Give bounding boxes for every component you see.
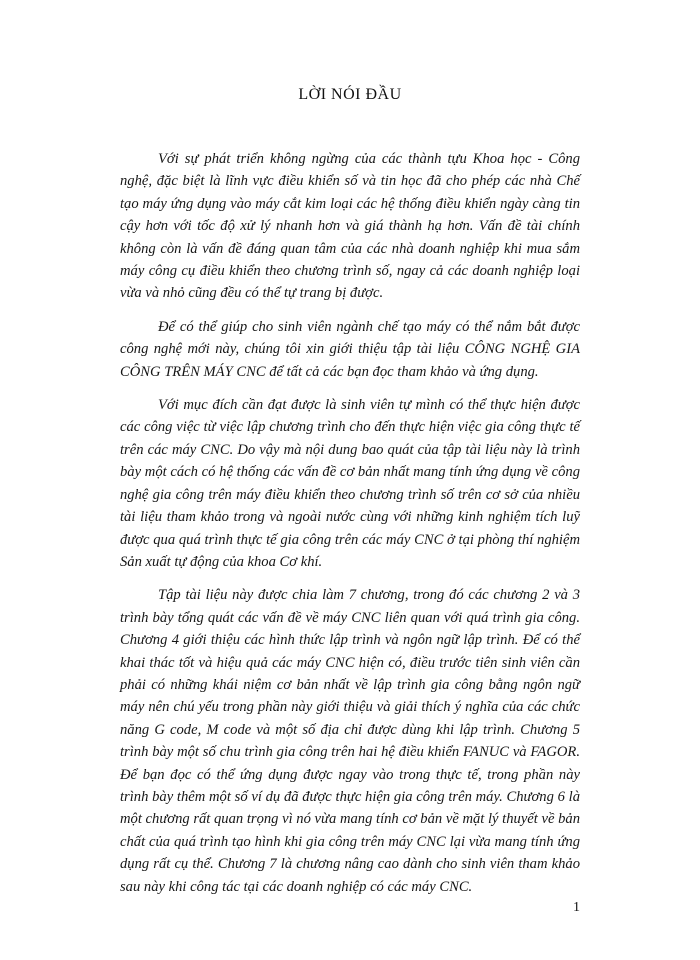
page-title: LỜI NÓI ĐẦU [298, 86, 402, 103]
paragraph: Với mục đích cần đạt được là sinh viên tự mình có thể thực hiện được các công việc từ việc lập chương trình cho đến thực hiện việc gia công thực tế trên các máy CNC. Do vậy mà nội dung bao quát của tập tài liệu này là trình bày một cách có hệ thống các vấn đề cơ bản nhất mang tính ứng dụng về công nghệ gia công trên máy điều khiển theo chương trình số trên cơ sở của nhiều tài liệu tham khảo trong và ngoài nước cùng với những kinh nghiệm tích luỹ được qua quá trình thực tế gia công trên các máy CNC ở tại phòng thí nghiệm Sản xuất tự động của khoa Cơ khí. [120, 397, 580, 570]
page-number: 1 [573, 900, 580, 915]
document-body [120, 148, 580, 909]
paragraph: Tập tài liệu này được chia làm 7 chương, trong đó các chương 2 và 3 trình bày tổng quát các vấn đề về máy CNC liên quan với quá trình gia công. Chương 4 giới thiệu các hình thức lập trình và ngôn ngữ lập trình. Để có thể khai thác tốt và hiệu quả các máy CNC hiện có, điều trước tiên sinh viên cần phải có những khái niệm cơ bản nhất về lập trình gia công bằng ngôn ngữ máy nên chú yếu trong phần này giới thiệu và giải thích ý nghĩa của các chức năng G code, M code và một số địa chỉ được dùng khi lập trình. Chương 5 trình bày một số chu trình gia công trên hai hệ điều khiển FANUC và FAGOR. Để bạn đọc có thể ứng dụng được ngay vào trong thực tế, trong phần này trình bày thêm một số ví dụ đã được thực hiện gia công trên máy. Chương 6 là một chương rất quan trọng vì nó vừa mang tính cơ bản về mặt lý thuyết về bản chất của quá trình tạo hình khi gia công trên máy CNC lại vừa mang tính ứng dụng rất cụ thể. Chương 7 là chương nâng cao dành cho sinh viên tham khảo sau này khi công tác tại các doanh nghiệp có các máy CNC. [120, 587, 580, 895]
paragraph: Để có thể giúp cho sinh viên ngành chế tạo máy có thể nắm bắt được công nghệ mới này, chúng tôi xin giới thiệu tập tài liệu CÔNG NGHỆ GIA CÔNG TRÊN MÁY CNC để tất cả các bạn đọc tham khảo và ứng dụng. [120, 318, 580, 380]
paragraph: Với sự phát triển không ngừng của các thành tựu Khoa học - Công nghệ, đặc biệt là lĩnh vực điều khiển số và tin học đã cho phép các nhà Chế tạo máy ứng dụng vào máy cắt kim loại các hệ thống điều khiển ngày càng tin cậy hơn với tốc độ xử lý nhanh hơn và giá thành hạ hơn. Vấn đề tài chính không còn là vấn đề đáng quan tâm của các nhà doanh nghiệp khi mua sắm máy công cụ điều khiển theo chương trình số, ngay cả các doanh nghiệp loại vừa và nhỏ cũng đều có thể tự trang bị được. [120, 151, 580, 302]
